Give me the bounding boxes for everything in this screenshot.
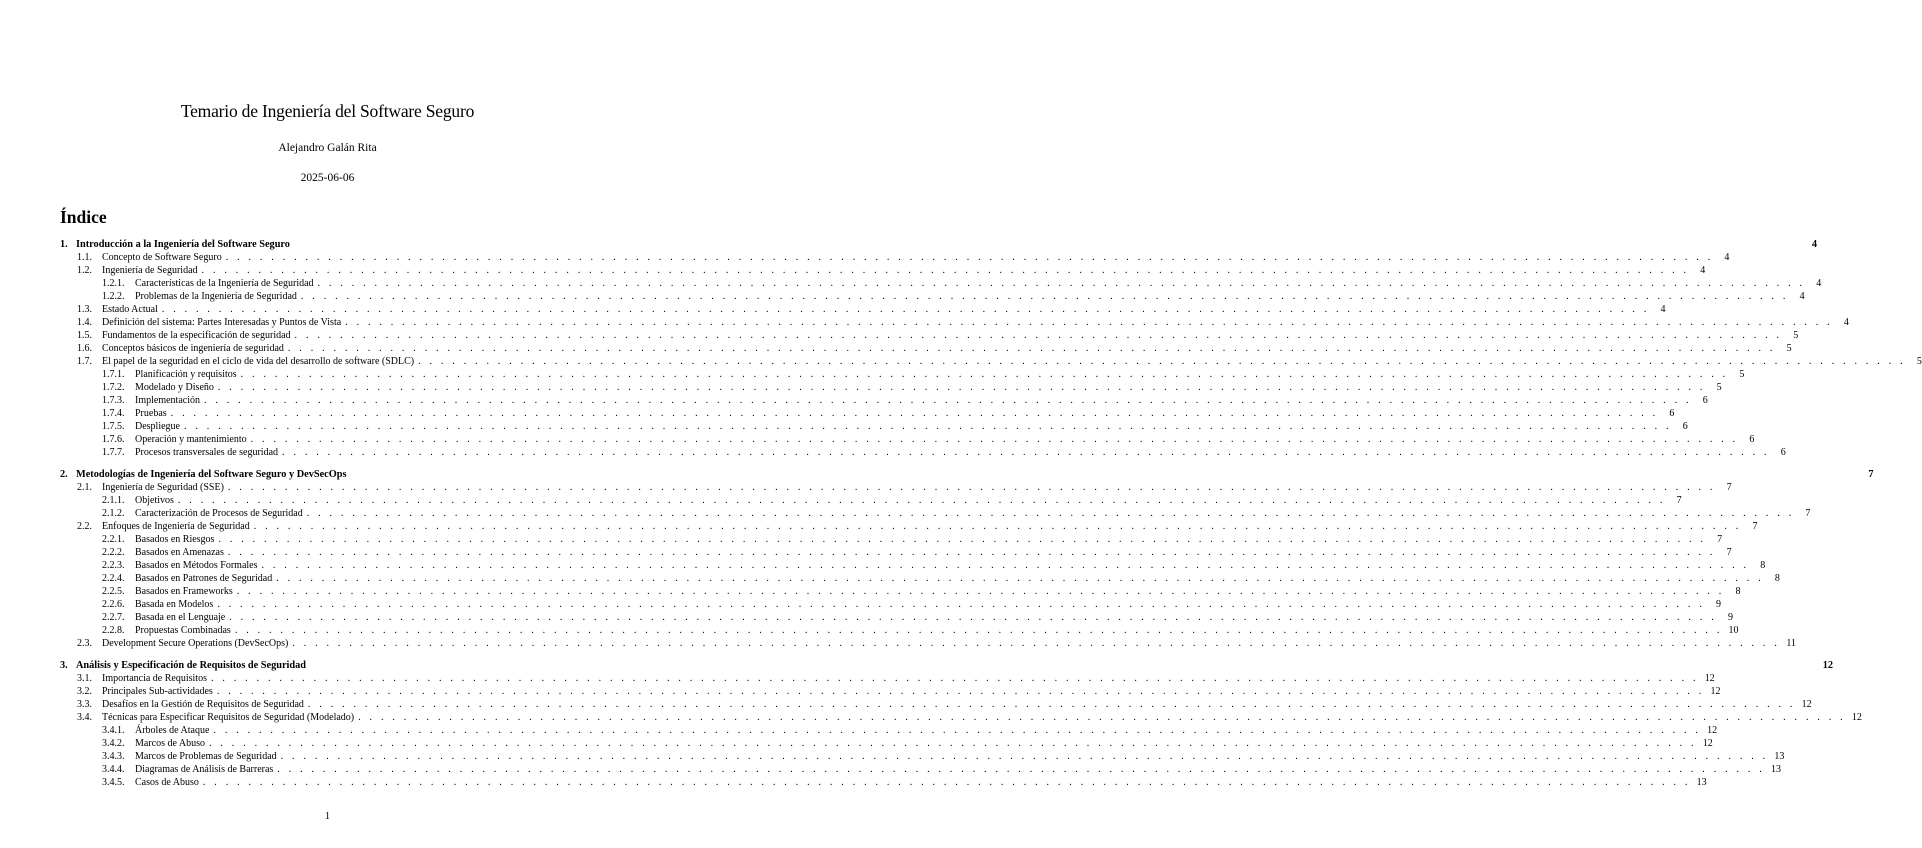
toc-leader-dots bbox=[184, 420, 1672, 433]
toc-entry-title[interactable]: Modelado y Diseño bbox=[135, 382, 214, 393]
toc-entry-title[interactable]: Estado Actual bbox=[102, 304, 158, 315]
toc-leader-dots bbox=[254, 520, 1742, 533]
toc-entry[interactable] bbox=[60, 407, 1675, 420]
toc-entry[interactable] bbox=[60, 251, 1730, 264]
table-of-contents bbox=[60, 238, 1922, 789]
toc-entry-number: 1.6. bbox=[77, 343, 92, 354]
toc-entry-title[interactable]: Implementación bbox=[135, 395, 200, 406]
toc-entry-number: 2.2.7. bbox=[102, 612, 125, 623]
toc-entry-page: 9 bbox=[1716, 599, 1722, 610]
toc-entry-number: 3.4.3. bbox=[102, 751, 125, 762]
toc-entry-title[interactable]: Basados en Frameworks bbox=[135, 586, 233, 597]
toc-entry-title[interactable]: Basada en el Lenguaje bbox=[135, 612, 226, 623]
toc-entry-title[interactable]: Planificación y requisitos bbox=[135, 369, 237, 380]
toc-leader-dots bbox=[281, 750, 1769, 763]
toc-leader-dots bbox=[277, 763, 1765, 776]
toc-entry[interactable] bbox=[60, 468, 1874, 481]
toc-entry-number: 3.1. bbox=[77, 673, 92, 684]
toc-entry-page: 7 bbox=[1868, 469, 1874, 480]
toc-entry-title[interactable]: Ingeniería de Seguridad bbox=[102, 265, 198, 276]
toc-entry-page: 13 bbox=[1774, 751, 1785, 762]
toc-entry-title[interactable]: Árboles de Ataque bbox=[135, 725, 210, 736]
toc-leader-dots bbox=[251, 433, 1739, 446]
toc-entry[interactable] bbox=[60, 520, 1758, 533]
toc-entry-page: 12 bbox=[1801, 699, 1812, 710]
toc-entry[interactable] bbox=[60, 316, 1849, 329]
toc-entry[interactable] bbox=[60, 724, 1718, 737]
toc-entry-page: 12 bbox=[1822, 660, 1834, 671]
toc-leader-dots bbox=[235, 624, 1723, 637]
toc-entry-number: 3.4. bbox=[77, 712, 92, 723]
toc-heading: Índice bbox=[60, 207, 107, 227]
toc-entry-title[interactable]: Ingeniería de Seguridad (SSE) bbox=[102, 482, 224, 493]
toc-entry-page: 6 bbox=[1669, 408, 1675, 419]
toc-entry-page: 12 bbox=[1702, 738, 1713, 749]
toc-entry-title[interactable]: Development Secure Operations (DevSecOps) bbox=[102, 638, 289, 649]
toc-leader-dots bbox=[282, 446, 1770, 459]
toc-entry-title[interactable]: Basados en Métodos Formales bbox=[135, 560, 258, 571]
toc-entry-title[interactable]: Problemas de la Ingeniería de Seguridad bbox=[135, 291, 297, 302]
toc-entry-number: 2.3. bbox=[77, 638, 92, 649]
toc-entry-title[interactable]: Basados en Riesgos bbox=[135, 534, 215, 545]
toc-entry-page: 4 bbox=[1724, 252, 1730, 263]
toc-entry-page: 4 bbox=[1816, 278, 1822, 289]
toc-entry-number: 2.2. bbox=[77, 521, 92, 532]
toc-entry[interactable] bbox=[60, 264, 1706, 277]
toc-leader-dots bbox=[276, 572, 1764, 585]
toc-entry[interactable] bbox=[60, 763, 1781, 776]
toc-leader-dots bbox=[318, 277, 1806, 290]
toc-entry-number: 3. bbox=[60, 660, 68, 671]
toc-entry[interactable] bbox=[60, 381, 1722, 394]
toc-entry-number: 1.2.1. bbox=[102, 278, 125, 289]
toc-entry-page: 13 bbox=[1696, 777, 1707, 788]
toc-entry[interactable] bbox=[60, 776, 1707, 789]
toc-entry[interactable] bbox=[60, 659, 1834, 672]
toc-entry-page: 12 bbox=[1704, 673, 1715, 684]
toc-entry-title[interactable]: Pruebas bbox=[135, 408, 167, 419]
toc-entry-number: 2.1.2. bbox=[102, 508, 125, 519]
toc-entry[interactable] bbox=[60, 507, 1811, 520]
toc-entry-title[interactable]: Introducción a la Ingeniería del Software Seguro bbox=[76, 239, 290, 250]
toc-leader-dots bbox=[228, 546, 1716, 559]
toc-entry-page: 13 bbox=[1771, 764, 1781, 775]
toc-entry-page: 7 bbox=[1805, 508, 1811, 519]
toc-entry-title[interactable]: Procesos transversales de seguridad bbox=[135, 447, 279, 458]
toc-leader-dots bbox=[418, 355, 1906, 368]
toc-entry-page: 5 bbox=[1786, 343, 1792, 354]
toc-entry-page: 7 bbox=[1752, 521, 1758, 532]
toc-leader-dots bbox=[202, 264, 1690, 277]
toc-entry-page: 9 bbox=[1727, 612, 1733, 623]
toc-entry-number: 1.7.4. bbox=[102, 408, 125, 419]
toc-leader-dots bbox=[171, 407, 1659, 420]
toc-entry-page: 12 bbox=[1710, 686, 1721, 697]
toc-entry-number: 1.5. bbox=[77, 330, 92, 341]
toc-entry-page: 7 bbox=[1676, 495, 1682, 506]
toc-entry[interactable] bbox=[60, 303, 1666, 316]
toc-entry-page: 5 bbox=[1793, 330, 1799, 341]
toc-entry-number: 1.3. bbox=[77, 304, 92, 315]
toc-entry-number: 2.1.1. bbox=[102, 495, 125, 506]
toc-leader-dots bbox=[229, 611, 1717, 624]
toc-entry[interactable] bbox=[60, 238, 1818, 251]
toc-entry-title[interactable]: Caracterización de Procesos de Seguridad bbox=[135, 508, 303, 519]
toc-leader-dots bbox=[307, 507, 1795, 520]
toc-entry-page: 8 bbox=[1774, 573, 1780, 584]
toc-entry-number: 1.2. bbox=[77, 265, 92, 276]
document-title: Temario de Ingeniería del Software Seguro bbox=[180, 101, 475, 121]
toc-entry[interactable] bbox=[60, 481, 1732, 494]
toc-leader-dots bbox=[301, 290, 1789, 303]
toc-entry[interactable] bbox=[60, 611, 1733, 624]
toc-entry[interactable] bbox=[60, 685, 1721, 698]
toc-entry-title[interactable]: Desafíos en la Gestión de Requisitos de Seguridad bbox=[102, 699, 304, 710]
toc-entry-number: 1.7.7. bbox=[102, 447, 125, 458]
toc-entry-page: 5 bbox=[1739, 369, 1745, 380]
toc-entry-number: 2.2.3. bbox=[102, 560, 125, 571]
document-date: 2025-06-06 bbox=[300, 172, 355, 184]
toc-entry-page: 6 bbox=[1749, 434, 1755, 445]
toc-leader-dots bbox=[292, 637, 1780, 650]
toc-leader-dots bbox=[209, 737, 1697, 750]
toc-leader-dots bbox=[178, 494, 1666, 507]
toc-leader-dots bbox=[226, 251, 1714, 264]
toc-entry[interactable] bbox=[60, 394, 1708, 407]
toc-entry[interactable] bbox=[60, 737, 1713, 750]
toc-entry-number: 3.3. bbox=[77, 699, 92, 710]
toc-entry[interactable] bbox=[60, 698, 1812, 711]
toc-entry-number: 1.1. bbox=[77, 252, 92, 263]
toc-entry-number: 1.7. bbox=[77, 356, 92, 367]
toc-entry-title[interactable]: Fundamentos de la especificación de seguridad bbox=[102, 330, 291, 341]
toc-entry-page: 5 bbox=[1916, 356, 1922, 367]
toc-entry-number: 2.1. bbox=[77, 482, 92, 493]
toc-entry-title[interactable]: Marcos de Problemas de Seguridad bbox=[135, 751, 277, 762]
toc-leader-dots bbox=[288, 342, 1776, 355]
toc-entry[interactable] bbox=[60, 637, 1797, 650]
toc-entry-number: 2.2.2. bbox=[102, 547, 125, 558]
toc-entry-title[interactable]: Técnicas para Especificar Requisitos de Seguridad (Modelado) bbox=[102, 712, 355, 723]
toc-entry-page: 8 bbox=[1760, 560, 1766, 571]
toc-entry-title[interactable]: Análisis y Especificación de Requisitos de Seguridad bbox=[76, 660, 306, 671]
toc-entry-title[interactable]: Marcos de Abuso bbox=[135, 738, 205, 749]
toc-entry-number: 1. bbox=[60, 239, 68, 250]
toc-entry-number: 1.7.1. bbox=[102, 369, 125, 380]
toc-entry-page: 7 bbox=[1717, 534, 1723, 545]
page-number: 1 bbox=[324, 811, 331, 822]
toc-entry-page: 6 bbox=[1702, 395, 1708, 406]
toc-entry-page: 6 bbox=[1682, 421, 1688, 432]
toc-entry[interactable] bbox=[60, 572, 1780, 585]
toc-entry-page: 8 bbox=[1735, 586, 1741, 597]
toc-leader-dots bbox=[345, 316, 1833, 329]
toc-entry-title[interactable]: El papel de la seguridad en el ciclo de vida del desarrollo de software (SDLC) bbox=[102, 356, 415, 367]
toc-entry[interactable] bbox=[60, 672, 1715, 685]
toc-entry[interactable] bbox=[60, 598, 1722, 611]
toc-entry-title[interactable]: Concepto de Software Seguro bbox=[102, 252, 222, 263]
toc-entry-number: 1.7.3. bbox=[102, 395, 125, 406]
toc-entry-title[interactable]: Definición del sistema: Partes Interesadas y Puntos de Vista bbox=[102, 317, 342, 328]
toc-leader-dots bbox=[237, 585, 1725, 598]
toc-entry-number: 3.4.2. bbox=[102, 738, 125, 749]
toc-entry-title[interactable]: Objetivos bbox=[135, 495, 174, 506]
toc-entry[interactable] bbox=[60, 329, 1799, 342]
toc-entry-number: 2.2.1. bbox=[102, 534, 125, 545]
toc-entry-page: 5 bbox=[1716, 382, 1722, 393]
toc-entry-number: 1.7.6. bbox=[102, 434, 125, 445]
toc-entry-title[interactable]: Despliegue bbox=[135, 421, 180, 432]
toc-entry-number: 3.4.1. bbox=[102, 725, 125, 736]
toc-leader-dots bbox=[228, 481, 1716, 494]
toc-entry[interactable] bbox=[60, 368, 1745, 381]
toc-leader-dots bbox=[218, 381, 1706, 394]
toc-entry-number: 2.2.8. bbox=[102, 625, 125, 636]
toc-entry[interactable] bbox=[60, 750, 1785, 763]
toc-leader-dots bbox=[213, 724, 1701, 737]
toc-entry[interactable] bbox=[60, 624, 1739, 637]
toc-entry[interactable] bbox=[60, 277, 1822, 290]
toc-leader-dots bbox=[204, 394, 1692, 407]
toc-entry-number: 2.2.5. bbox=[102, 586, 125, 597]
toc-entry[interactable] bbox=[60, 546, 1732, 559]
toc-leader-dots bbox=[217, 598, 1705, 611]
toc-entry-number: 3.2. bbox=[77, 686, 92, 697]
toc-entry-page: 4 bbox=[1660, 304, 1666, 315]
toc-entry-number: 2. bbox=[60, 469, 68, 480]
toc-entry[interactable] bbox=[60, 559, 1766, 572]
toc-entry-page: 4 bbox=[1799, 291, 1805, 302]
toc-entry[interactable] bbox=[60, 290, 1805, 303]
toc-entry-title[interactable]: Enfoques de Ingeniería de Seguridad bbox=[102, 521, 250, 532]
toc-entry-page: 12 bbox=[1707, 725, 1718, 736]
document-author: Alejandro Galán Rita bbox=[278, 142, 377, 154]
toc-leader-dots bbox=[358, 711, 1846, 724]
toc-entry-page: 7 bbox=[1726, 482, 1732, 493]
toc-entry-title[interactable]: Propuestas Combinadas bbox=[135, 625, 231, 636]
toc-entry-title[interactable]: Metodologías de Ingeniería del Software Seguro y DevSecOps bbox=[76, 469, 347, 480]
toc-entry[interactable] bbox=[60, 533, 1723, 546]
toc-leader-dots bbox=[217, 685, 1705, 698]
toc-entry-number: 2.2.4. bbox=[102, 573, 125, 584]
toc-entry[interactable] bbox=[60, 420, 1688, 433]
toc-entry[interactable] bbox=[60, 494, 1682, 507]
toc-entry-title[interactable]: Diagramas de Análisis de Barreras bbox=[135, 764, 274, 775]
toc-entry-title[interactable]: Basada en Modelos bbox=[135, 599, 214, 610]
toc-leader-dots bbox=[308, 698, 1796, 711]
toc-entry-page: 6 bbox=[1780, 447, 1786, 458]
toc-entry-title[interactable]: Casos de Abuso bbox=[135, 777, 199, 788]
toc-entry[interactable] bbox=[60, 433, 1755, 446]
toc-entry[interactable] bbox=[60, 585, 1741, 598]
toc-leader-dots bbox=[203, 776, 1691, 789]
toc-entry[interactable] bbox=[60, 355, 1922, 368]
toc-leader-dots bbox=[162, 303, 1650, 316]
toc-entry-title[interactable]: Operación y mantenimiento bbox=[135, 434, 247, 445]
toc-entry[interactable] bbox=[60, 342, 1792, 355]
toc-entry-page: 10 bbox=[1728, 625, 1739, 636]
toc-entry-title[interactable]: Basados en Patrones de Seguridad bbox=[135, 573, 273, 584]
toc-entry-title[interactable]: Basados en Amenazas bbox=[135, 547, 224, 558]
toc-entry-page: 7 bbox=[1726, 547, 1732, 558]
toc-entry-page: 12 bbox=[1851, 712, 1862, 723]
toc-entry-number: 1.7.2. bbox=[102, 382, 125, 393]
toc-entry-title[interactable]: Conceptos básicos de ingeniería de seguridad bbox=[102, 343, 284, 354]
toc-entry-title[interactable]: Características de la Ingeniería de Seguridad bbox=[135, 278, 314, 289]
toc-entry-page: 4 bbox=[1811, 239, 1818, 250]
toc-leader-dots bbox=[218, 533, 1706, 546]
toc-entry-number: 1.7.5. bbox=[102, 421, 125, 432]
toc-entry-number: 3.4.4. bbox=[102, 764, 125, 775]
toc-entry-number: 3.4.5. bbox=[102, 777, 125, 788]
toc-entry-number: 2.2.6. bbox=[102, 599, 125, 610]
toc-leader-dots bbox=[211, 672, 1699, 685]
toc-leader-dots bbox=[262, 559, 1750, 572]
toc-leader-dots bbox=[295, 329, 1783, 342]
toc-entry-title[interactable]: Principales Sub-actividades bbox=[102, 686, 213, 697]
toc-entry-number: 1.4. bbox=[77, 317, 92, 328]
toc-entry-number: 1.2.2. bbox=[102, 291, 125, 302]
toc-leader-dots bbox=[241, 368, 1729, 381]
toc-entry[interactable] bbox=[60, 711, 1862, 724]
toc-entry-title[interactable]: Importancia de Requisitos bbox=[102, 673, 207, 684]
toc-entry-page: 11 bbox=[1786, 638, 1797, 649]
toc-entry-page: 4 bbox=[1700, 265, 1706, 276]
toc-entry[interactable] bbox=[60, 446, 1786, 459]
toc-entry-page: 4 bbox=[1843, 317, 1849, 328]
